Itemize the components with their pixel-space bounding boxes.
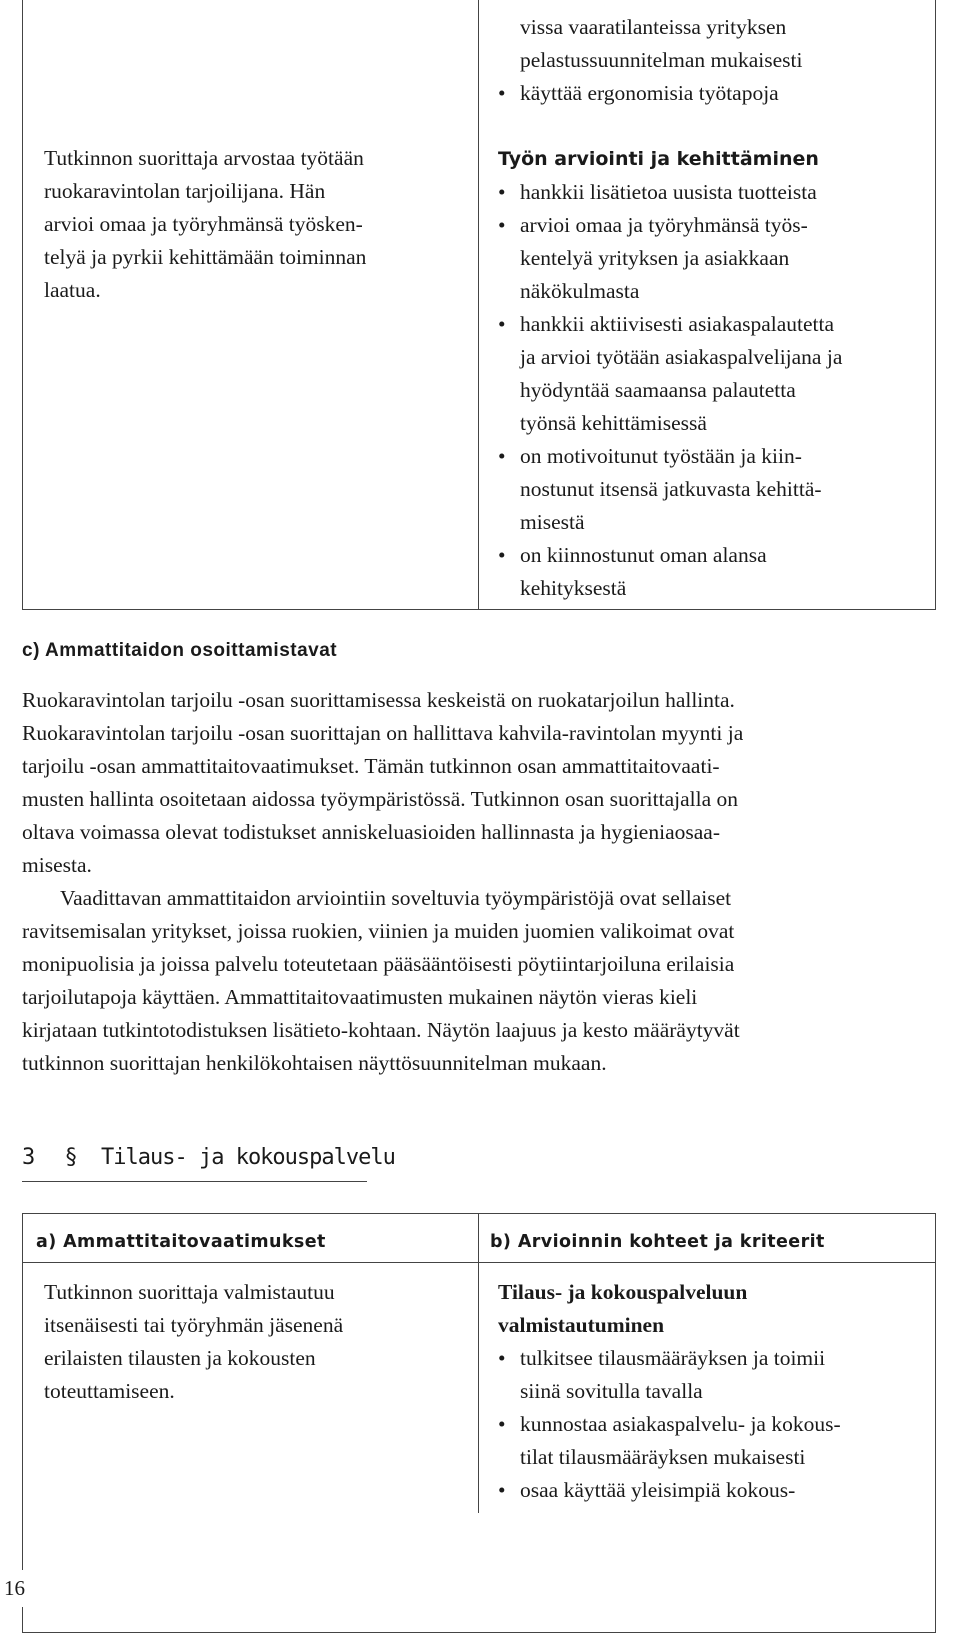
criteria-list xyxy=(498,176,923,605)
paragraph-line: tarjoilu -osan ammattitaitovaatimukset. Tämän tutkinnon osan ammattitaitovaati- xyxy=(22,754,720,778)
list-item: • arvioi omaa ja työryhmänsä työs- kentelyä yrityksen ja asiakkaan näkökulmasta xyxy=(498,209,923,308)
left-text-line: laatua. xyxy=(44,278,101,302)
col-a-cell xyxy=(44,1276,464,1408)
continuation-line: pelastussuunnitelman mukaisesti xyxy=(520,48,803,72)
col-a-line: toteuttamiseen. xyxy=(44,1379,175,1403)
section-c-heading: c) Ammattitaidon osoittamistavat xyxy=(22,640,338,661)
col-b-header: b) Arvioinnin kohteet ja kriteerit xyxy=(490,1232,825,1252)
bottom-table-header-rule xyxy=(22,1262,936,1263)
section-c-paragraph-1 xyxy=(22,684,934,882)
paragraph-line: monipuolisia ja joissa palvelu toteutetaan pääsääntöisesti pöytiintarjoiluna erilaisia xyxy=(22,952,735,976)
paragraph-line: Ruokaravintolan tarjoilu -osan suorittamisessa keskeistä on ruokatarjoilun hallinta. xyxy=(22,688,735,712)
section-c-paragraph-2 xyxy=(22,882,934,1080)
paragraph-line: Ruokaravintolan tarjoilu -osan suorittajan on hallittava kahvila-ravintolan myynti ja xyxy=(22,721,744,745)
paragraph-line: oltava voimassa olevat todistukset anniskeluasioiden hallinnasta ja hygieniaosaa- xyxy=(22,820,720,844)
continuation-line: vissa vaaratilanteissa yrityksen xyxy=(520,15,787,39)
section-3-heading xyxy=(22,1145,395,1170)
top-table-right-cell xyxy=(498,11,923,605)
col-a-line: Tutkinnon suorittaja valmistautuu xyxy=(44,1280,335,1304)
list-item: • hankkii lisätietoa uusista tuotteista xyxy=(498,176,923,209)
list-item: • tulkitsee tilausmääräyksen ja toimii siinä sovitulla tavalla xyxy=(498,1342,923,1408)
section-symbol: § xyxy=(64,1145,77,1170)
left-text-line: telyä ja pyrkii kehittämään toiminnan xyxy=(44,245,367,269)
section-heading: Työn arviointi ja kehittäminen xyxy=(498,148,819,170)
top-table-left-cell xyxy=(44,142,464,307)
section-3-rule xyxy=(22,1181,367,1182)
bottom-table-divider xyxy=(478,1213,479,1513)
list-item: • käyttää ergonomisia työtapoja xyxy=(498,77,923,110)
col-b-heading-line: valmistautuminen xyxy=(498,1313,665,1337)
col-b-list xyxy=(498,1342,923,1507)
paragraph-line: musten hallinta osoitetaan aidossa työympäristössä. Tutkinnon osan suorittajalla on xyxy=(22,787,738,811)
paragraph-line: misesta. xyxy=(22,853,92,877)
section-number: 3 xyxy=(22,1145,35,1170)
col-b-cell xyxy=(498,1276,923,1507)
page-number: 16 xyxy=(0,1570,29,1607)
section-title: Tilaus- ja kokouspalvelu xyxy=(101,1145,395,1170)
top-table-divider xyxy=(478,0,479,610)
list-item: • hankkii aktiivisesti asiakaspalautetta ja arvioi työtään asiakaspalvelijana ja hyödyntää saamaansa palautetta työnsä kehittämisessä xyxy=(498,308,923,440)
list-item: • on kiinnostunut oman alansa kehityksestä xyxy=(498,539,923,605)
left-text-line: arvioi omaa ja työryhmänsä työsken- xyxy=(44,212,363,236)
paragraph-line: tarjoilutapoja käyttäen. Ammattitaitovaatimusten mukainen näytön vieras kieli xyxy=(22,985,698,1009)
col-a-line: itsenäisesti tai työryhmän jäsenenä xyxy=(44,1313,344,1337)
paragraph-line: kirjataan tutkintotodistuksen lisätieto-kohtaan. Näytön laajuus ja kesto määräytyvät xyxy=(22,1018,740,1042)
left-text-line: Tutkinnon suorittaja arvostaa työtään xyxy=(44,146,364,170)
continuation-list xyxy=(498,77,923,110)
col-a-line: erilaisten tilausten ja kokousten xyxy=(44,1346,316,1370)
paragraph-line: Vaadittavan ammattitaidon arviointiin soveltuvia työympäristöjä ovat sellaiset xyxy=(60,886,732,910)
paragraph-line: ravitsemisalan yritykset, joissa ruokien, viinien ja muiden juomien valikoimat ovat xyxy=(22,919,735,943)
paragraph-line: tutkinnon suorittajan henkilökohtaisen näyttösuunnitelman mukaan. xyxy=(22,1051,607,1075)
list-item: • osaa käyttää yleisimpiä kokous- xyxy=(498,1474,923,1507)
list-item: • on motivoitunut työstään ja kiin- nostunut itsensä jatkuvasta kehittä- misestä xyxy=(498,440,923,539)
col-a-header: a) Ammattitaitovaatimukset xyxy=(36,1232,326,1252)
col-b-heading-line: Tilaus- ja kokouspalveluun xyxy=(498,1280,748,1304)
list-item: • kunnostaa asiakaspalvelu- ja kokous- tilat tilausmääräyksen mukaisesti xyxy=(498,1408,923,1474)
left-text-line: ruokaravintolan tarjoilijana. Hän xyxy=(44,179,326,203)
